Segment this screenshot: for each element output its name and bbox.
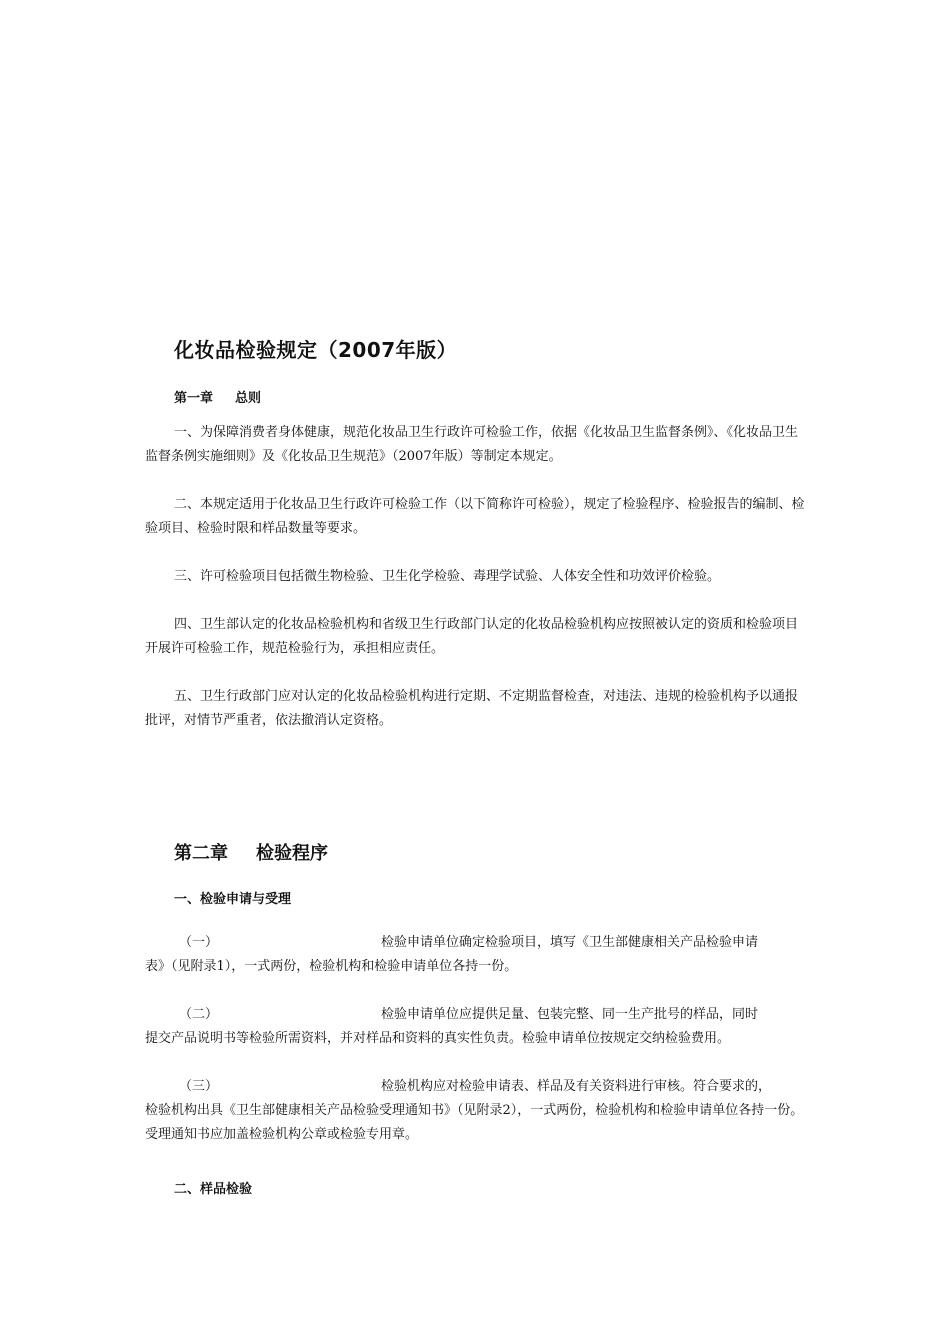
chapter-1-paragraph: 五、卫生行政部门应对认定的化妆品检验机构进行定期、不定期监督检查，对违法、违规的检验机构予以通报批评，对情节严重者，依法撤消认定资格。 [145,689,799,728]
chapter-1-paragraph: 四、卫生部认定的化妆品检验机构和省级卫生行政部门认定的化妆品检验机构应按照被认定的资质和检验项目开展许可检验工作，规范检验行为，承担相应责任。 [145,617,799,656]
chapter-1-paragraph: 二、本规定适用于化妆品卫生行政许可检验工作（以下简称许可检验），规定了检验程序、检验报告的编制、检验项目、检验时限和样品数量等要求。 [145,497,805,536]
item-number: （二） [179,1007,219,1022]
chapter-1-name: 总则 [235,391,262,406]
item-text-line1: 检验申请单位应提供足量、包装完整、同一生产批号的样品，同时 [381,1007,759,1022]
chapter-1-heading [174,387,261,406]
chapter-2-number: 第二章 [174,843,228,864]
section-1-item [145,1003,810,1051]
section-1-item [145,931,810,979]
chapter-1-number: 第一章 [174,391,214,406]
item-text-rest: 检验机构出具《卫生部健康相关产品检验受理通知书》（见附录2），一式两份，检验机构和检验申请单位各持一份。受理通知书应加盖检验机构公章或检验专用章。 [145,1103,804,1142]
item-text-rest: 表》（见附录1），一式两份，检验机构和检验申请单位各持一份。 [145,959,518,974]
chapter-1-paragraph: 三、许可检验项目包括微生物检验、卫生化学检验、毒理学试验、人体安全性和功效评价检验。 [174,569,721,584]
item-number: （一） [179,935,219,950]
item-text-line1: 检验机构应对检验申请表、样品及有关资料进行审核。符合要求的， [381,1079,772,1094]
section-1-item [145,1075,810,1147]
chapter-2-heading [174,839,328,865]
section-2-heading: 二、样品检验 [174,1182,253,1197]
item-number: （三） [179,1079,219,1094]
document-title: 化妆品检验规定（2007年版） [174,338,458,362]
chapter-2-name: 检验程序 [256,843,328,864]
item-text-rest: 提交产品说明书等检验所需资料，并对样品和资料的真实性负责。检验申请单位按规定交纳检验费用。 [145,1031,731,1046]
item-text-line1: 检验申请单位确定检验项目，填写《卫生部健康相关产品检验申请 [381,935,759,950]
section-1-heading: 一、检验申请与受理 [174,892,292,907]
chapter-1-paragraph: 一、为保障消费者身体健康，规范化妆品卫生行政许可检验工作，依据《化妆品卫生监督条例》、《化妆品卫生监督条例实施细则》及《化妆品卫生规范》（2007年版）等制定本规定。 [145,425,799,464]
